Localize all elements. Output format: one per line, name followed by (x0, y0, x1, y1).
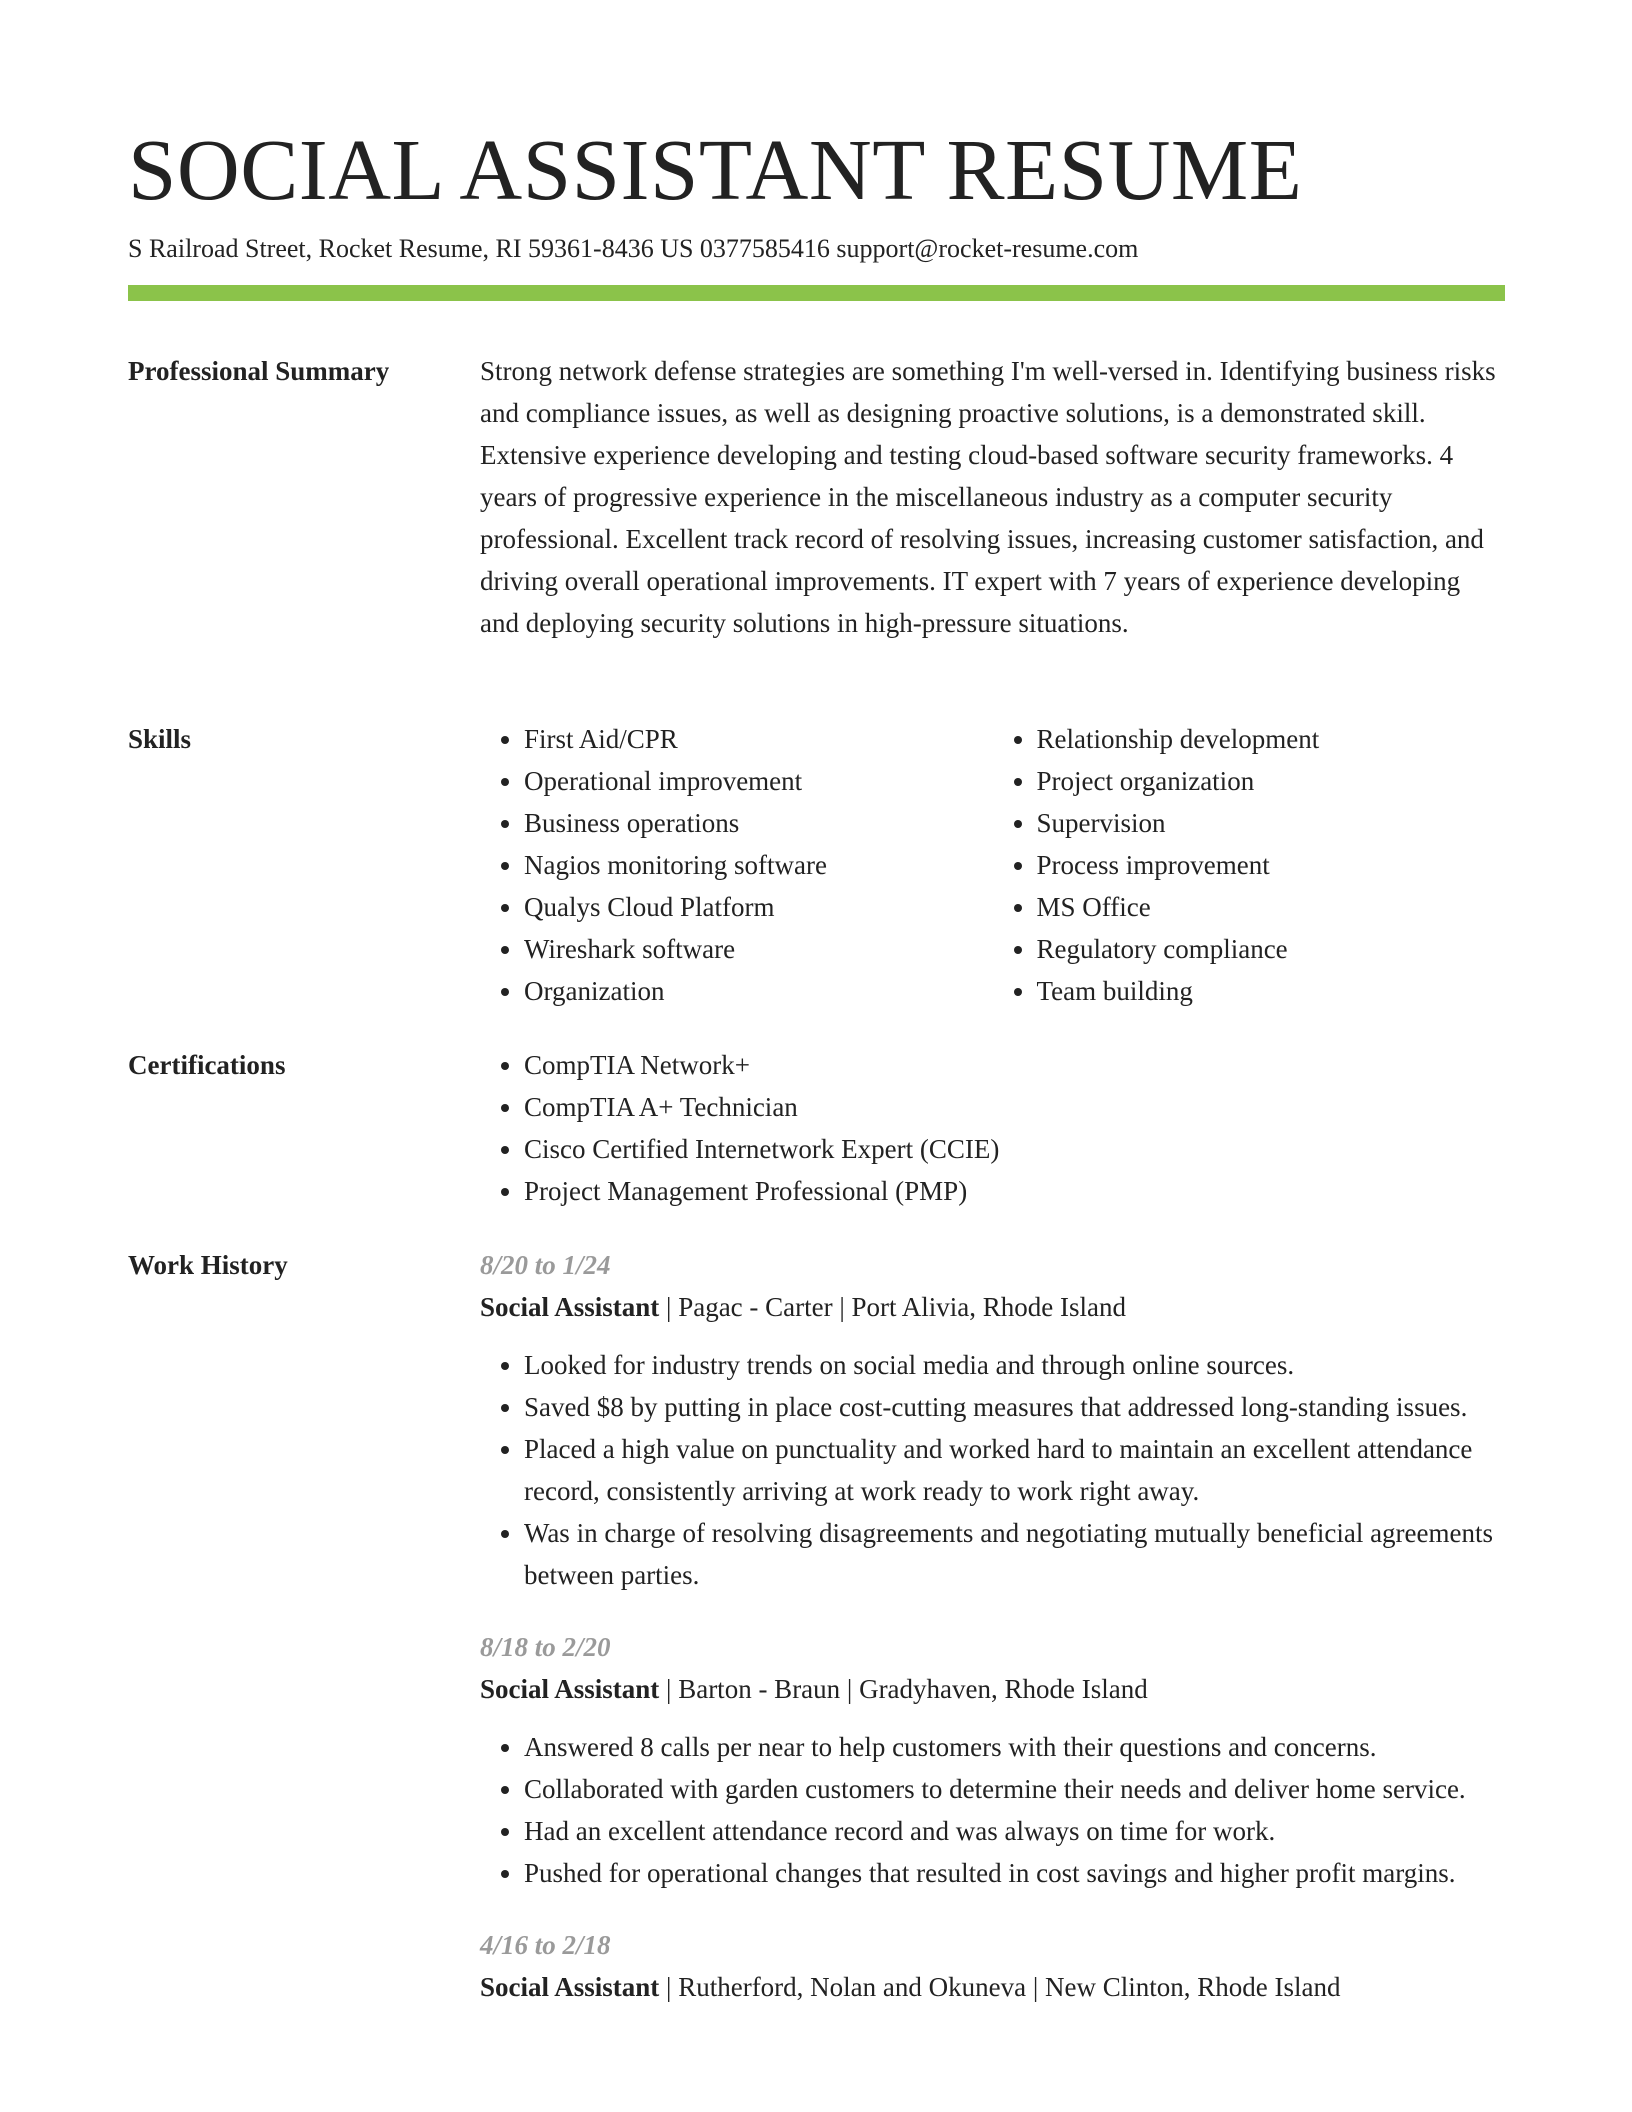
list-item: • Collaborated with garden customers to determine their needs and deliver home service. (524, 1768, 1505, 1810)
resume-title: SOCIAL ASSISTANT RESUME (128, 121, 1303, 218)
skills-list-left (480, 718, 993, 1012)
list-item: • Regulatory compliance (1037, 928, 1506, 970)
skills-list-right (993, 718, 1506, 1012)
certifications-list (480, 1044, 1505, 1212)
header-divider (128, 285, 1505, 301)
certifications-label: Certifications (128, 1050, 286, 1080)
job-role: Social Assistant (480, 1674, 660, 1704)
job-bullets (480, 1726, 1505, 1894)
list-item: • Pushed for operational changes that resulted in cost savings and higher profit margins. (524, 1852, 1505, 1894)
job-title-line (480, 1966, 1505, 2008)
list-item: • Had an excellent attendance record and was always on time for work. (524, 1810, 1505, 1852)
job-title-line (480, 1286, 1505, 1328)
job-details: | Barton - Braun | Gradyhaven, Rhode Island (659, 1674, 1148, 1704)
list-item: • Saved $8 by putting in place cost-cutting measures that addressed long-standing issues. (524, 1386, 1505, 1428)
list-item: • Answered 8 calls per near to help customers with their questions and concerns. (524, 1726, 1505, 1768)
list-item: • Was in charge of resolving disagreements and negotiating mutually beneficial agreements between parties. (524, 1512, 1505, 1596)
list-item: • First Aid/CPR (524, 718, 993, 760)
work-history-body (480, 1244, 1505, 2038)
list-item: • Supervision (1037, 802, 1506, 844)
job-bullets (480, 1344, 1505, 1596)
job-role: Social Assistant (480, 1972, 660, 2002)
list-item: • Looked for industry trends on social media and through online sources. (524, 1344, 1505, 1386)
skills-label: Skills (128, 724, 192, 754)
summary-text: Strong network defense strategies are something I'm well-versed in. Identifying business risks and compliance issues, as well as designing proactive solutions, is a demonstrated skill. Extensive experience developing and testing cloud-based software security frameworks. 4 years of progressive experience in the miscellaneous industry as a computer security professional. Excellent track record of resolving issues, increasing customer satisfaction, and driving overall operational improvements. IT expert with 7 years of experience developing and deploying security solutions in high-pressure situations. (480, 356, 1496, 638)
job-role: Social Assistant (480, 1292, 660, 1322)
list-item: • CompTIA Network+ (524, 1044, 1505, 1086)
job-entry (480, 1244, 1505, 1596)
job-details: | Rutherford, Nolan and Okuneva | New Clinton, Rhode Island (659, 1972, 1341, 2002)
list-item: • Qualys Cloud Platform (524, 886, 993, 928)
list-item: • Placed a high value on punctuality and worked hard to maintain an excellent attendance record, consistently arriving at work ready to work right away. (524, 1428, 1505, 1512)
work-history-label: Work History (128, 1250, 288, 1280)
job-title-line (480, 1668, 1505, 1710)
job-entry (480, 1626, 1505, 1894)
list-item: • Relationship development (1037, 718, 1506, 760)
job-dates: 8/20 to 1/24 (480, 1250, 611, 1280)
list-item: • Project Management Professional (PMP) (524, 1170, 1505, 1212)
job-dates: 4/16 to 2/18 (480, 1930, 611, 1960)
list-item: • CompTIA A+ Technician (524, 1086, 1505, 1128)
list-item: • Project organization (1037, 760, 1506, 802)
contact-line: S Railroad Street, Rocket Resume, RI 59361-8436 US 0377585416 support@rocket-resume.com (128, 234, 1139, 263)
list-item: • Cisco Certified Internetwork Expert (CCIE) (524, 1128, 1505, 1170)
list-item: • Organization (524, 970, 993, 1012)
certifications-body (480, 1044, 1505, 1212)
list-item: • Operational improvement (524, 760, 993, 802)
skills-body (480, 718, 1505, 1012)
summary-body (480, 350, 1505, 644)
summary-label: Professional Summary (128, 356, 390, 386)
list-item: • Team building (1037, 970, 1506, 1012)
list-item: • MS Office (1037, 886, 1506, 928)
list-item: • Business operations (524, 802, 993, 844)
job-entry (480, 1924, 1505, 2008)
job-details: | Pagac - Carter | Port Alivia, Rhode Island (659, 1292, 1127, 1322)
list-item: • Nagios monitoring software (524, 844, 993, 886)
job-dates: 8/18 to 2/20 (480, 1632, 611, 1662)
list-item: • Process improvement (1037, 844, 1506, 886)
list-item: • Wireshark software (524, 928, 993, 970)
